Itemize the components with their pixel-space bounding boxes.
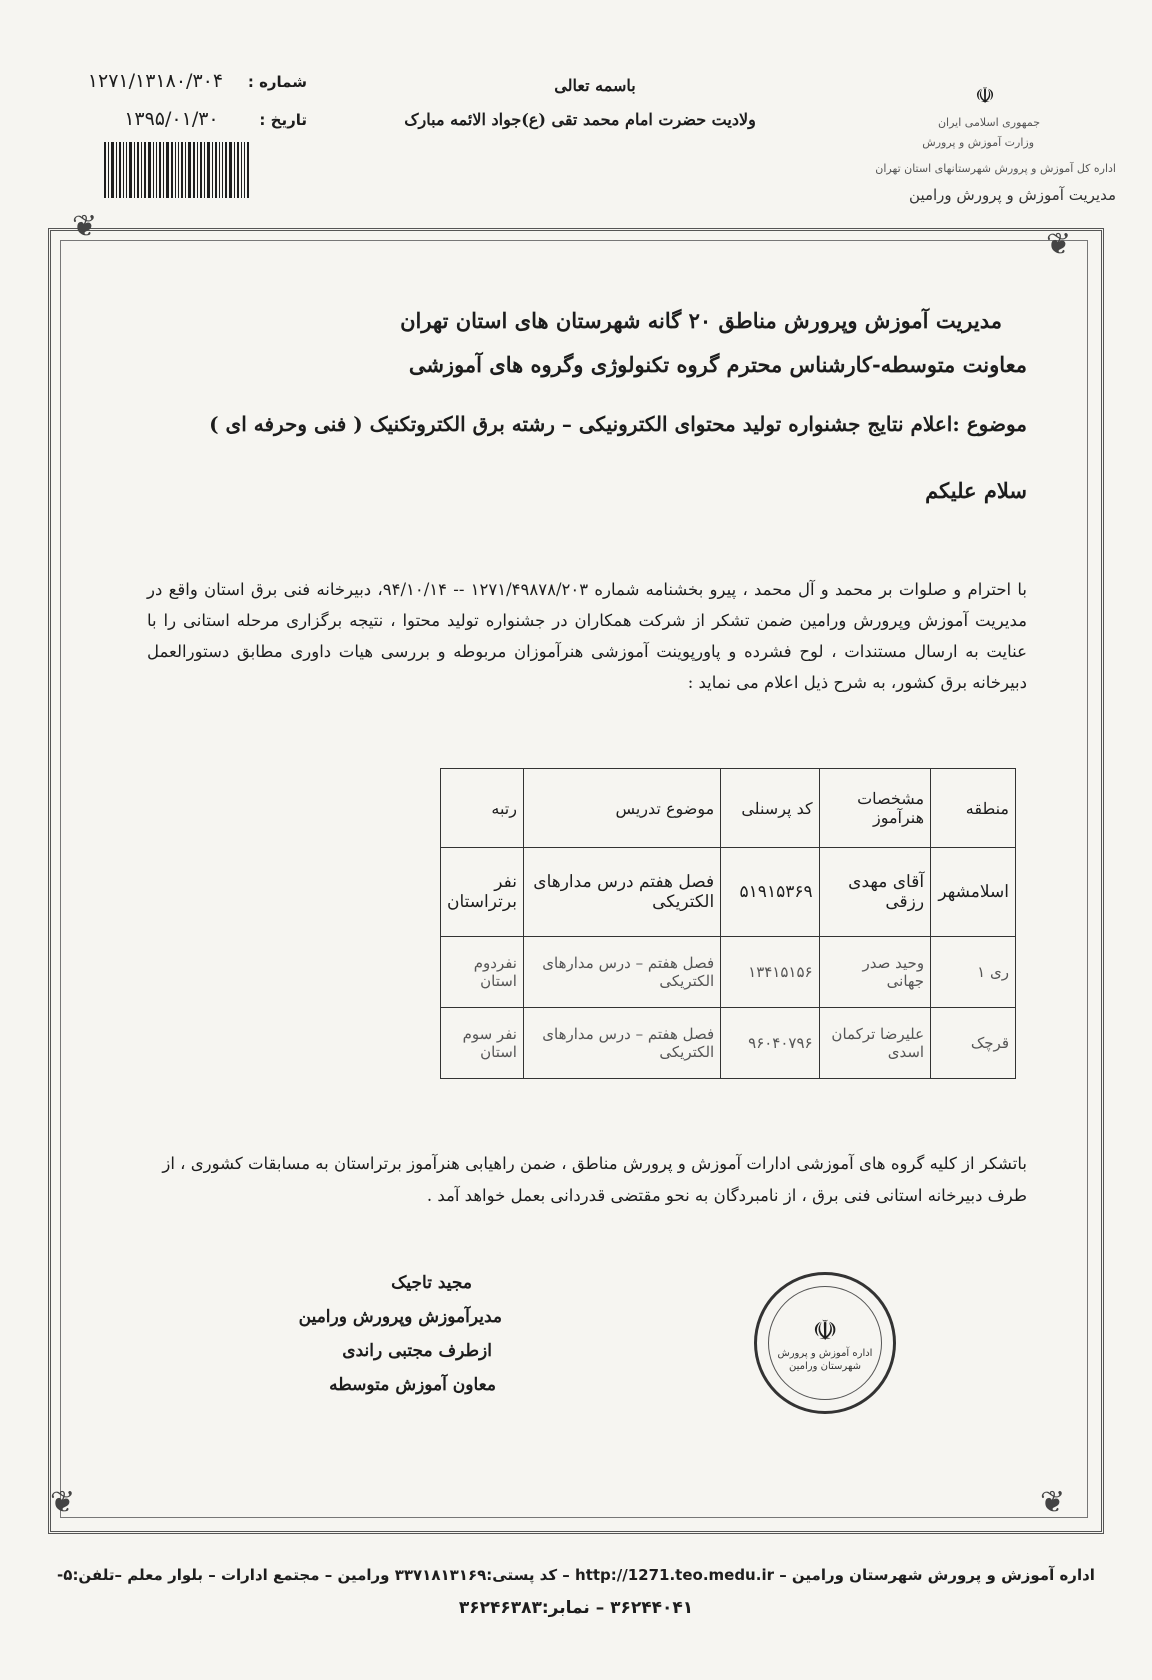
cell-rank: نفردوم استان [441,937,524,1008]
corner-ornament-icon: ❦ [72,209,98,244]
table-row [441,848,1016,937]
date-label: تاریخ : [259,111,307,129]
cell-region: ری ۱ [931,937,1016,1008]
emblem-icon: ☫ [975,84,995,109]
stamp-text: اداره آموزش و پرورش شهرستان ورامین [777,1347,873,1372]
signature-block [242,1266,502,1402]
body-paragraph: با احترام و صلوات بر محمد و آل محمد ، پیرو بخشنامه شماره ۱۲۷۱/۴۹۸۷۸/۲۰۳ -- ۹۴/۱۰/۱۴، دبیرخانه فنی برق استان واقع در مدیریت آموزش وپرورش ورامین ضمن تشکر از شرکت همکاران در جشنواره تولید محتوا ، نتیجه برگزاری مرحله استانی را با عنایت به ارسال مستندات ، لوح فشرده و پاورپوینت آموزشی هنرآموزان مربوطه و بررسی هیات داوری مطابق دستورالعمل دبیرخانه برق کشور، به شرح ذیل اعلام می نماید : [147,580,1028,692]
results-table [440,768,1016,1079]
barcode-image [104,142,274,198]
ministry-label: وزارت آموزش و پرورش [922,136,1034,149]
closing-paragraph: باتشکر از کلیه گروه های آموزشی ادارات آموزش و پرورش مناطق ، ضمن راهیابی هنرآموز برتراستان به مسابقات کشوری ، از طرف دبیرخانه استانی فنی برق ، از نامبردگان به نحو مقتضی قدردانی بعمل خواهد آمد . [162,1154,1027,1205]
corner-ornament-icon: ❦ [50,1485,76,1520]
cell-teaching-topic: فصل هفتم – درس مدارهای الکتریکی [523,937,720,1008]
number-value: ۱۲۷۱/۱۳۱۸۰/۳۰۴ [87,70,224,92]
header-region: منطقه [931,769,1016,848]
cell-teaching-topic: فصل هفتم درس مدارهای الکتریکی [523,848,720,937]
table-header-row [441,769,1016,848]
cell-teacher: آقای مهدی رزقی [819,848,930,937]
signer-role: معاون آموزش متوسطه [329,1375,496,1395]
cell-rank: نفر سوم استان [441,1008,524,1079]
header-teaching-topic: موضوع تدریس [523,769,720,848]
recipient-line-2: معاونت متوسطه-کارشناس محترم گروه تکنولوژی وگروه های آموزشی [408,352,1027,377]
cell-region: اسلامشهر [931,848,1016,937]
footer-phone-fax: ۳۶۲۴۴۰۴۱ – نمابر:۳۶۲۴۶۳۸۳ [458,1598,694,1618]
signer-on-behalf: ازطرف مجتبی راندی [342,1341,492,1361]
letter-date [87,108,307,130]
header-personnel-code: کد پرسنلی [721,769,819,848]
date-value: ۱۳۹۵/۰۱/۳۰ [124,108,219,130]
cell-teaching-topic: فصل هفتم – درس مدارهای الکتریکی [523,1008,720,1079]
invocation: باسمه تعالی [554,76,636,95]
signer-title: مدیرآموزش وپرورش ورامین [298,1307,502,1327]
letter-number [87,70,307,92]
recipient-line-1: مدیریت آموزش وپرورش مناطق ۲۰ گانه شهرستان های استان تهران [400,308,1002,333]
cell-rank: نفر برتراستان [441,848,524,937]
subject-line: موضوع :اعلام نتایج جشنواره تولید محتوای الکترونیکی – رشته برق الکتروتکنیک ( فنی وحرفه ای ) [209,412,1027,436]
cell-personnel-code: ۵۱۹۱۵۳۶۹ [721,848,819,937]
greeting: سلام علیکم [925,478,1027,503]
directorate-label: اداره کل آموزش و پرورش شهرستانهای استان تهران [875,162,1116,175]
cell-personnel-code: ۹۶۰۴۰۷۹۶ [721,1008,819,1079]
signer-name: مجید تاجیک [391,1273,472,1293]
emblem-label: جمهوری اسلامی ایران [937,116,1040,129]
official-stamp [754,1272,896,1414]
number-label: شماره : [247,73,307,91]
office-label: مدیریت آموزش و پرورش ورامین [909,186,1116,204]
corner-ornament-icon: ❦ [1040,1485,1066,1520]
cell-region: قرچک [931,1008,1016,1079]
table-row [441,1008,1016,1079]
cell-teacher: علیرضا ترکمان اسدی [819,1008,930,1079]
corner-ornament-icon: ❦ [1046,227,1072,262]
footer-address: اداره آموزش و پرورش شهرستان ورامین – http://1271.teo.medu.ir – کد پستی:۳۳۷۱۸۱۳۱۶۹ ورامین – مجتمع ادارات – بلوار معلم –تلفن:۵- [57,1566,1095,1584]
occasion-line: ولادیت حضرت امام محمد تقی (ع)جواد الائمه مبارک [404,110,756,129]
header-rank: رتبه [441,769,524,848]
cell-personnel-code: ۱۳۴۱۵۱۵۶ [721,937,819,1008]
stamp-emblem-icon: ☫ [812,1313,838,1347]
cell-teacher: وحید صدر جهانی [819,937,930,1008]
header-teacher: مشخصات هنرآموز [819,769,930,848]
table-row [441,937,1016,1008]
